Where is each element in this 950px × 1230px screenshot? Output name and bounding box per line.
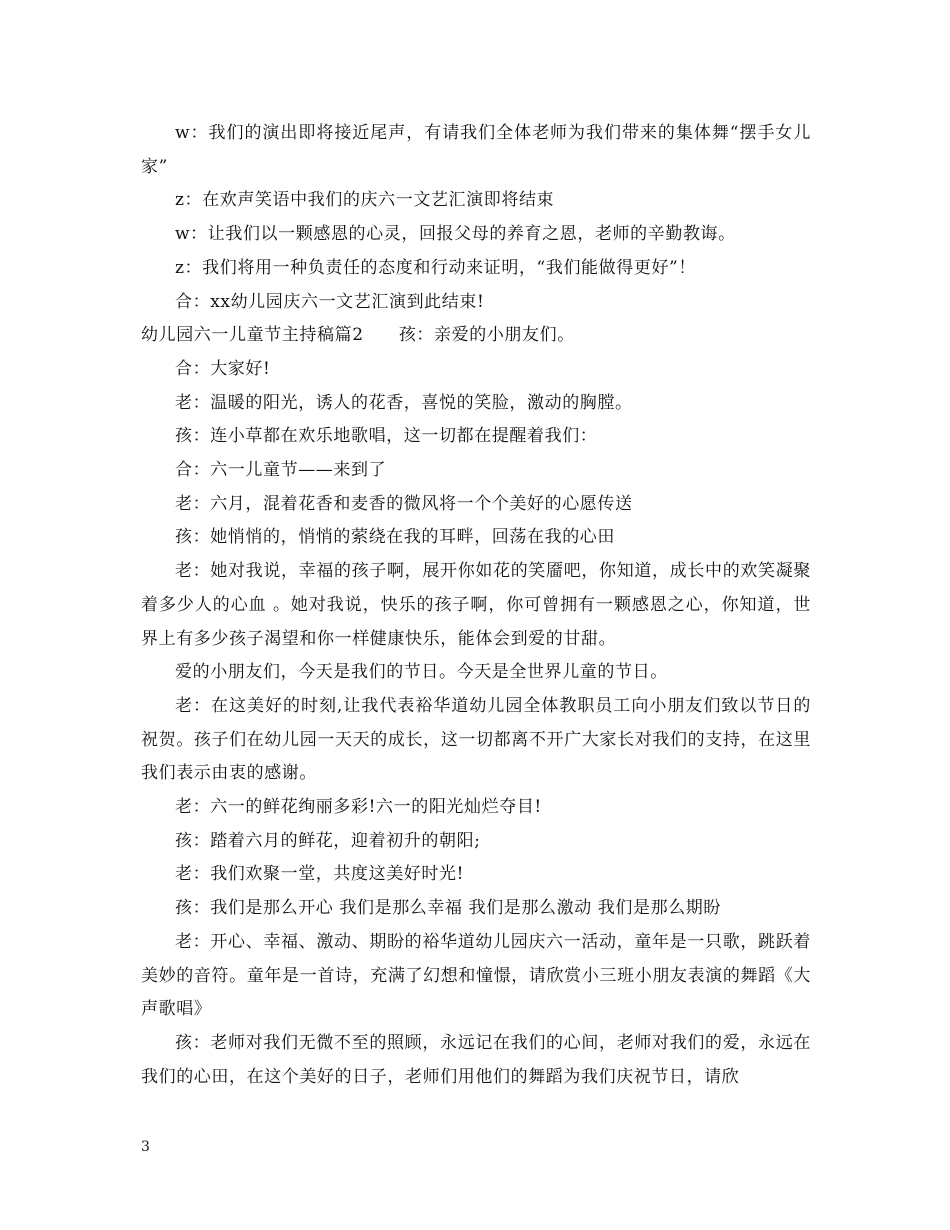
section-heading: 幼儿园六一儿童节主持稿篇2 孩：亲爱的小朋友们。	[141, 325, 575, 346]
paragraph: w：我们的演出即将接近尾声，有请我们全体老师为我们带来的集体舞“摆手女儿家”	[141, 123, 811, 177]
paragraph: z：在欢声笑语中我们的庆六一文艺汇演即将结束	[175, 190, 555, 211]
paragraph: 老：温暖的阳光，诱人的花香，喜悦的笑脸，激动的胸膛。	[175, 392, 633, 413]
paragraph: 老：六月，混着花香和麦香的微风将一个个美好的心愿传送	[175, 493, 633, 514]
paragraph: 合：xx幼儿园庆六一文艺汇演到此结束!	[175, 291, 485, 312]
paragraph: 合：六一儿童节——来到了	[175, 460, 387, 481]
paragraph: w：让我们以一颗感恩的心灵，回报父母的养育之恩，老师的辛勤教诲。	[175, 224, 736, 245]
page-number: 3	[141, 1139, 150, 1155]
paragraph: 老：开心、幸福、激动、期盼的裕华道幼儿园庆六一活动，童年是一只歌，跳跃着美妙的音符。童年是一首诗，充满了幻想和憧憬，请欣赏小三班小朋友表演的舞蹈《大声歌唱》	[141, 931, 811, 1020]
paragraph: 合：大家好!	[175, 358, 271, 379]
paragraph: 孩：我们是那么开心 我们是那么幸福 我们是那么激动 我们是那么期盼	[175, 898, 722, 919]
paragraph: 孩：踏着六月的鲜花，迎着初升的朝阳;	[175, 830, 481, 851]
document-body	[141, 117, 811, 1094]
paragraph: 孩：她悄悄的，悄悄的萦绕在我的耳畔，回荡在我的心田	[175, 527, 615, 548]
paragraph: z：我们将用一种负责任的态度和行动来证明，“我们能做得更好”！	[175, 257, 696, 278]
paragraph: 老：我们欢聚一堂，共度这美好时光!	[175, 864, 465, 885]
paragraph: 老：在这美好的时刻,让我代表裕华道幼儿园全体教职员工向小朋友们致以节日的祝贺。孩子们在幼儿园一天天的成长，这一切都离不开广大家长对我们的支持，在这里我们表示由衷的感谢。	[141, 695, 811, 784]
paragraph: 孩：连小草都在欢乐地歌唱，这一切都在提醒着我们：	[175, 426, 598, 447]
paragraph: 老：她对我说，幸福的孩子啊，展开你如花的笑靥吧，你知道，成长中的欢笑凝聚着多少人的心血 。她对我说，快乐的孩子啊，你可曾拥有一颗感恩之心，你知道，世界上有多少孩子渴望和你一样健康快乐，能体会到爱的甘甜。	[141, 561, 811, 649]
paragraph: 爱的小朋友们，今天是我们的节日。今天是全世界儿童的节日。	[175, 662, 668, 683]
paragraph: 孩：老师对我们无微不至的照顾，永远记在我们的心间，老师对我们的爱，永远在我们的心田，在这个美好的日子，老师们用他们的舞蹈为我们庆祝节日，请欣	[141, 1032, 811, 1087]
paragraph: 老：六一的鲜花绚丽多彩!六一的阳光灿烂夺目!	[175, 797, 542, 818]
